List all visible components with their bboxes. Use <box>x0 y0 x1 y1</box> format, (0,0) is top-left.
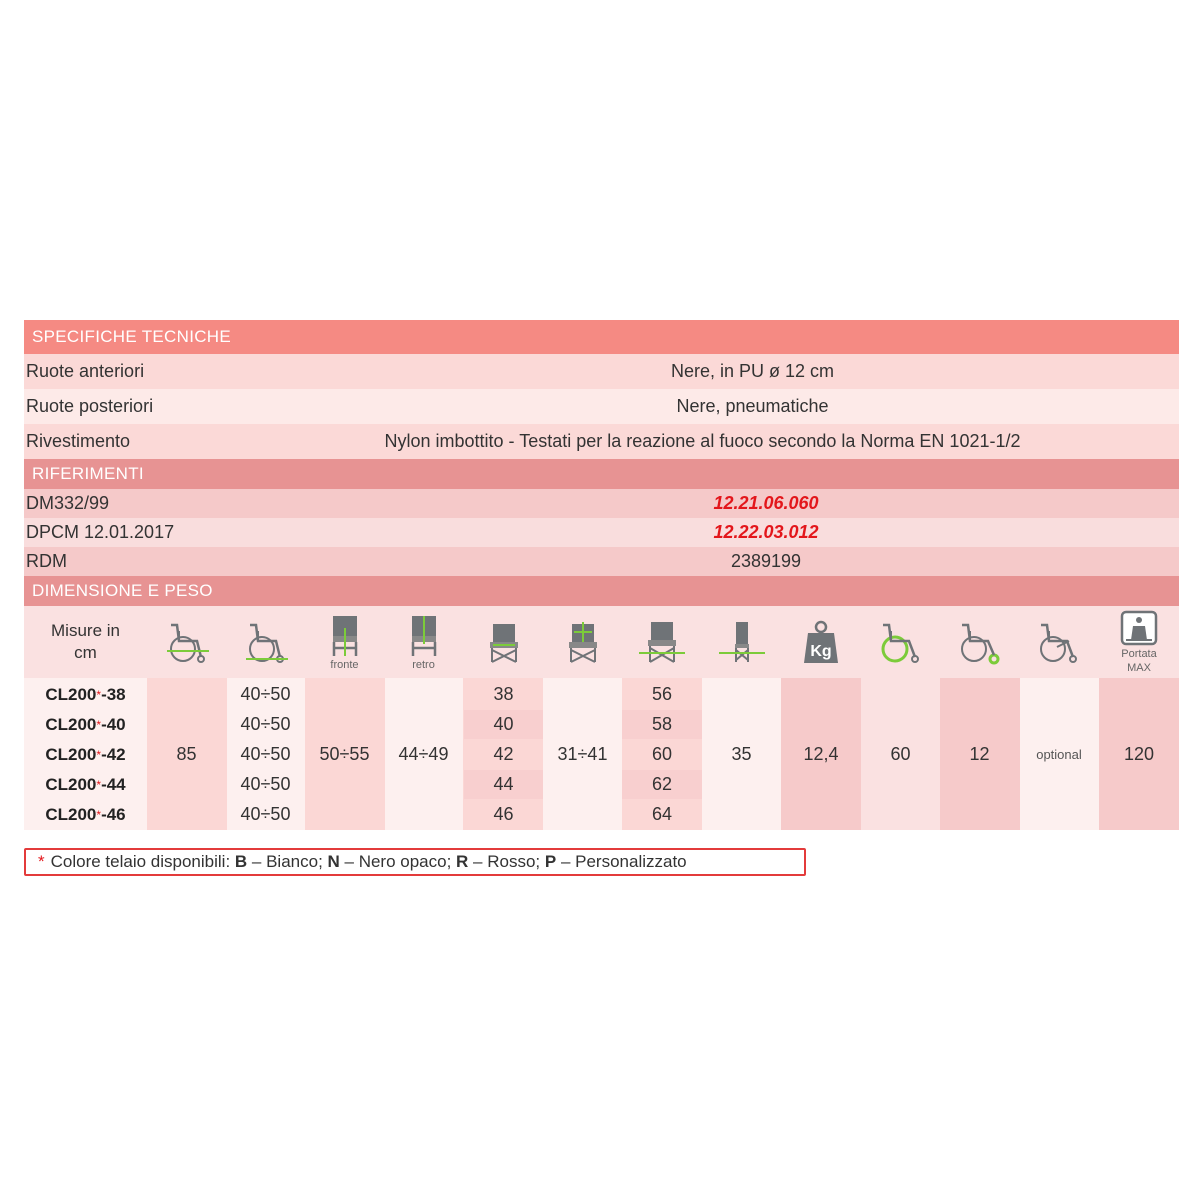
color-code: N <box>327 852 340 871</box>
reference-label: RDM <box>26 551 67 571</box>
reference-code: 12.22.03.012 <box>713 522 819 542</box>
seat-width-value: 44 <box>493 774 514 794</box>
specs-header <box>24 320 1179 354</box>
length-range-value: 40÷50 <box>240 804 291 824</box>
color-code: B <box>234 852 248 871</box>
references-header <box>24 459 1179 489</box>
spec-value: Nere, in PU ø 12 cm <box>670 361 835 381</box>
color-code: P <box>544 852 557 871</box>
footnote-prefix: Colore telaio disponibili: <box>50 852 235 871</box>
seat-width-value: 46 <box>493 804 514 824</box>
seat-depth-value: 31÷41 <box>557 744 608 764</box>
length-range-value: 40÷50 <box>240 744 291 764</box>
reference-value: 2389199 <box>730 551 802 571</box>
color-code: R <box>456 852 469 871</box>
weight-kg-icon <box>781 606 861 678</box>
weight-value: 12,4 <box>803 744 839 764</box>
reference-label: DM332/99 <box>26 493 110 513</box>
anti-tip-icon <box>1019 606 1099 678</box>
seat-width-value: 38 <box>493 684 514 704</box>
color-footnote <box>24 848 806 876</box>
back-height-value: 44÷49 <box>398 744 449 764</box>
spec-sheet <box>24 320 1179 830</box>
reference-row <box>24 547 1179 576</box>
max-capacity-icon <box>1099 606 1179 678</box>
dimensions-table <box>24 606 1179 830</box>
caption-portata: Portata <box>1121 647 1157 660</box>
footnote-asterisk: * <box>38 852 45 871</box>
max-load-value: 120 <box>1123 744 1155 764</box>
antitip-value: optional <box>1036 747 1082 762</box>
wheelchair-length-no-footrest-icon <box>226 606 305 678</box>
seat-width-value: 42 <box>493 744 514 764</box>
measures-header <box>24 606 147 678</box>
total-length-value: 85 <box>176 744 197 764</box>
caption-max: MAX <box>1127 661 1151 674</box>
spec-value: Nere, pneumatiche <box>676 396 829 416</box>
reference-row <box>24 489 1179 518</box>
rear-wheel-value: 60 <box>890 744 911 764</box>
length-range-value: 40÷50 <box>240 684 291 704</box>
spec-value: Nylon imbottito - Testati per la reazione al fuoco secondo la Norma EN 1021-1/2 <box>384 431 1021 451</box>
length-range-value: 40÷50 <box>240 774 291 794</box>
model-name: CL200 * -42 <box>45 744 126 764</box>
length-range-value: 40÷50 <box>240 714 291 734</box>
folded-width-icon <box>702 606 781 678</box>
front-wheel-value: 12 <box>969 744 990 764</box>
references-title: RIFERIMENTI <box>32 464 144 483</box>
spec-label: Ruote anteriori <box>26 361 145 381</box>
caption-fronte: fronte <box>330 658 359 671</box>
kg-label: Kg <box>810 643 832 660</box>
dimensions-header <box>24 576 1179 606</box>
front-height-value: 50÷55 <box>319 744 370 764</box>
caption-retro: retro <box>412 658 435 671</box>
total-width-icon <box>622 606 702 678</box>
model-name: CL200 * -46 <box>45 804 126 824</box>
spec-row <box>24 424 1179 459</box>
seat-width-inner-icon <box>543 606 622 678</box>
wheelchair-total-length-icon <box>147 606 226 678</box>
color-desc: – Rosso; <box>468 852 545 871</box>
spec-row <box>24 389 1179 424</box>
dimensions-title: DIMENSIONE E PESO <box>32 581 213 600</box>
model-name: CL200 * -40 <box>45 714 126 734</box>
rear-wheel-diameter-icon <box>861 606 940 678</box>
spec-label: Ruote posteriori <box>26 396 154 416</box>
seat-width-value: 40 <box>493 714 514 734</box>
color-desc: – Nero opaco; <box>339 852 457 871</box>
total-width-value: 62 <box>651 774 673 794</box>
reference-row <box>24 518 1179 547</box>
reference-code: 12.21.06.060 <box>713 493 819 513</box>
measures-header-line2: cm <box>74 643 97 662</box>
front-wheel-diameter-icon <box>940 606 1019 678</box>
total-width-value: 60 <box>651 744 673 764</box>
chair-width-back-icon <box>384 606 463 678</box>
chair-width-front-icon <box>305 606 384 678</box>
total-width-value: 64 <box>651 804 673 824</box>
specs-title: SPECIFICHE TECNICHE <box>32 327 232 346</box>
total-width-value: 58 <box>651 714 673 734</box>
color-desc: – Personalizzato <box>556 852 687 871</box>
seat-width-icon <box>464 606 543 678</box>
model-name: CL200 * -44 <box>45 774 126 794</box>
spec-row <box>24 354 1179 389</box>
total-width-value: 56 <box>651 684 673 704</box>
folded-width-value: 35 <box>731 744 752 764</box>
reference-label: DPCM 12.01.2017 <box>26 522 175 542</box>
model-name: CL200 * -38 <box>45 684 126 704</box>
measures-header-line1: Misure in <box>51 621 120 640</box>
spec-label: Rivestimento <box>26 431 131 451</box>
color-desc: – Bianco; <box>247 852 328 871</box>
